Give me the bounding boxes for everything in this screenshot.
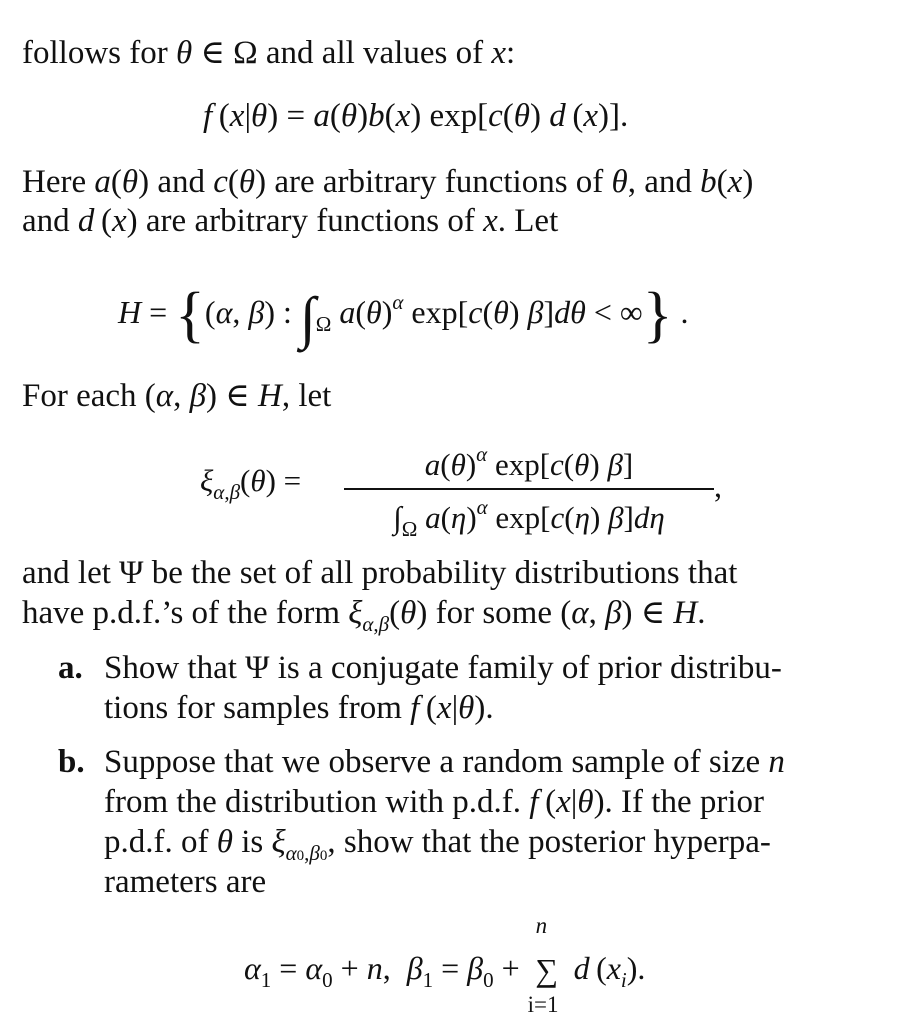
item-a-label: a. [58,650,83,686]
item-b-line-4: rameters are [104,864,267,900]
item-a-line-2: tions for samples from f (x|θ). [104,690,494,726]
item-b-line-3: p.d.f. of θ is $\xi_{\alpha 0,\beta 0}$, show that the posterior hyperpa- [104,824,771,865]
item-b-line-1: Suppose that we observe a random sample of size n [104,744,785,780]
posterior-equation: $\alpha_1 = \alpha_0 + n$, $\beta_1 = \beta_0$ + ∑ n i=1 d $(x_i)$. [244,913,646,1017]
psi-line-1: and let Ψ be the set of all probability distributions that [22,555,738,591]
here-line-2: and d (x) are arbitrary functions of x. Let [22,203,559,239]
xi-lhs: $\xi_{\alpha,\beta}(\theta)$ = [200,463,302,504]
set-H-equation: H = {(α, β) : $\int_\Omega$ $a(\theta)^\alpha$ exp[c(θ) β]dθ < ∞} . [118,281,689,350]
xi-denominator: $\int_\Omega$ $a(\eta)^\alpha$ exp[c(η) β]dη [393,495,665,541]
summation: ∑ n i=1 [527,913,559,1017]
intro-line: follows for θ ∈ Ω and all values of x: [22,35,516,71]
likelihood-equation: f (x|θ) = a(θ)b(x) exp[c(θ) d (x)]. [203,98,629,134]
xi-comma: , [714,468,722,504]
xi-numerator: $a(\theta)^\alpha$ exp[c(θ) β] [424,442,634,482]
sum-lower-limit: i=1 [527,992,559,1017]
for-each-line: For each (α, β) ∈ H, let [22,378,332,414]
here-line-1: Here a(θ) and c(θ) are arbitrary functions of θ, and b(x) [22,164,754,200]
sum-upper-limit: n [535,913,548,938]
fraction-bar [344,488,714,490]
item-b-line-2: from the distribution with p.d.f. f (x|θ). If the prior [104,784,764,820]
psi-line-2: have p.d.f.’s of the form $\xi_{\alpha,\beta}(\theta)$ for some (α, β) ∈ H. [22,595,706,636]
xi-fraction [344,444,714,540]
item-a-line-1: Show that Ψ is a conjugate family of prior distribu- [104,650,782,686]
item-b-label: b. [58,744,85,780]
